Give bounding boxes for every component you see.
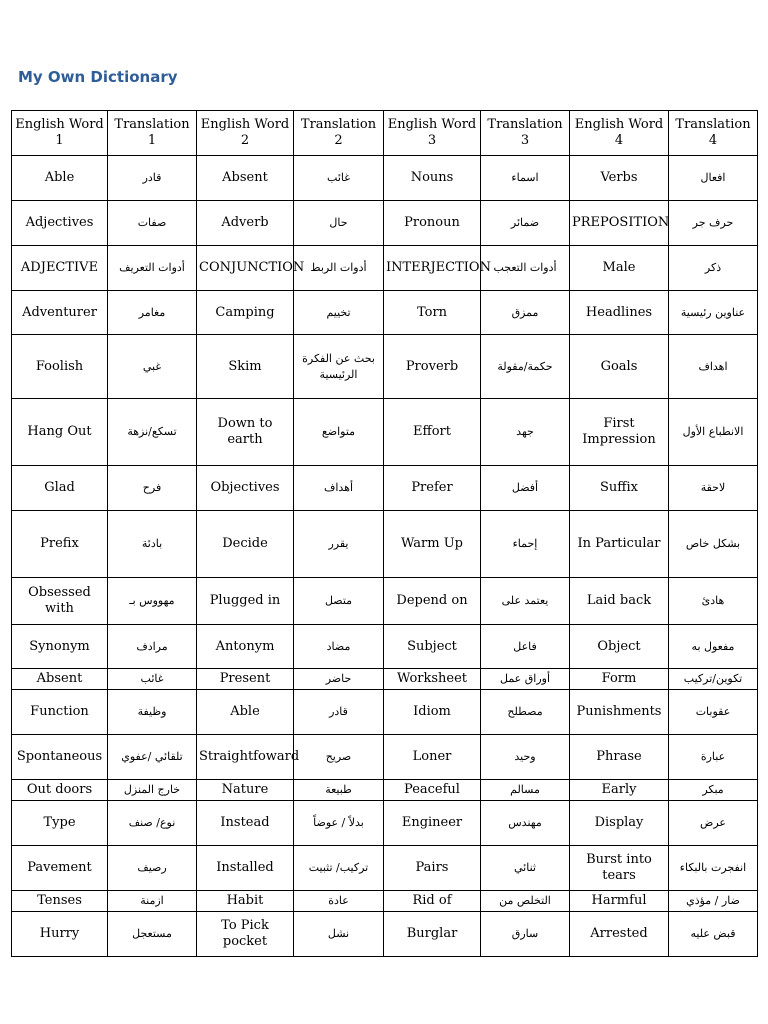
- translation-cell: افعال: [669, 156, 758, 201]
- translation-cell: متواضع: [294, 399, 384, 466]
- page-title: My Own Dictionary: [18, 68, 178, 86]
- translation-cell: أوراق عمل: [481, 669, 570, 690]
- table-row: [12, 201, 758, 246]
- translation-cell: حال: [294, 201, 384, 246]
- english-word-cell: Effort: [384, 399, 481, 466]
- english-word-cell: Objectives: [197, 466, 294, 511]
- translation-cell: قادر: [294, 690, 384, 735]
- table-row: [12, 735, 758, 780]
- translation-cell: إحماء: [481, 511, 570, 578]
- table-row: [12, 846, 758, 891]
- translation-cell: ممزق: [481, 291, 570, 335]
- translation-cell: تخييم: [294, 291, 384, 335]
- translation-cell: مستعجل: [108, 912, 197, 957]
- table-row: [12, 399, 758, 466]
- header-english-word-2: English Word 2: [197, 111, 294, 156]
- table-row: [12, 466, 758, 511]
- translation-cell: ازمنة: [108, 891, 197, 912]
- translation-cell: بادئة: [108, 511, 197, 578]
- translation-cell: لاحقة: [669, 466, 758, 511]
- header-translation-3: Translation 3: [481, 111, 570, 156]
- translation-cell: غائب: [294, 156, 384, 201]
- translation-cell: تلقائي /عفوي: [108, 735, 197, 780]
- table-row: [12, 335, 758, 399]
- translation-cell: خارج المنزل: [108, 780, 197, 801]
- english-word-cell: Depend on: [384, 578, 481, 625]
- translation-cell: قبض عليه: [669, 912, 758, 957]
- english-word-cell: Decide: [197, 511, 294, 578]
- english-word-cell: Habit: [197, 891, 294, 912]
- english-word-cell: Loner: [384, 735, 481, 780]
- translation-cell: ذكر: [669, 246, 758, 291]
- translation-cell: وظيفة: [108, 690, 197, 735]
- english-word-cell: Adventurer: [12, 291, 108, 335]
- translation-cell: مضاد: [294, 625, 384, 669]
- english-word-cell: Phrase: [570, 735, 669, 780]
- english-word-cell: Rid of: [384, 891, 481, 912]
- header-english-word-1: English Word 1: [12, 111, 108, 156]
- translation-cell: أدوات التعريف: [108, 246, 197, 291]
- translation-cell: حاضر: [294, 669, 384, 690]
- english-word-cell: Present: [197, 669, 294, 690]
- translation-cell: صريح: [294, 735, 384, 780]
- english-word-cell: Harmful: [570, 891, 669, 912]
- english-word-cell: Instead: [197, 801, 294, 846]
- english-word-cell: Form: [570, 669, 669, 690]
- english-word-cell: Glad: [12, 466, 108, 511]
- english-word-cell: Type: [12, 801, 108, 846]
- header-row: [12, 111, 758, 156]
- english-word-cell: Skim: [197, 335, 294, 399]
- translation-cell: غائب: [108, 669, 197, 690]
- english-word-cell: Headlines: [570, 291, 669, 335]
- english-word-cell: Laid back: [570, 578, 669, 625]
- table-row: [12, 511, 758, 578]
- english-word-cell: Warm Up: [384, 511, 481, 578]
- english-word-cell: Engineer: [384, 801, 481, 846]
- english-word-cell: Verbs: [570, 156, 669, 201]
- translation-cell: غبي: [108, 335, 197, 399]
- english-word-cell: First Impression: [570, 399, 669, 466]
- translation-cell: أفضل: [481, 466, 570, 511]
- english-word-cell: Pavement: [12, 846, 108, 891]
- english-word-cell: Down to earth: [197, 399, 294, 466]
- table-row: [12, 578, 758, 625]
- translation-cell: تكوين/تركيب: [669, 669, 758, 690]
- english-word-cell: Antonym: [197, 625, 294, 669]
- table-row: [12, 780, 758, 801]
- english-word-cell: Straightfoward: [197, 735, 294, 780]
- translation-cell: مصطلح: [481, 690, 570, 735]
- translation-cell: متصل: [294, 578, 384, 625]
- english-word-cell: ADJECTIVE: [12, 246, 108, 291]
- translation-cell: يعتمد على: [481, 578, 570, 625]
- header-translation-2: Translation 2: [294, 111, 384, 156]
- english-word-cell: Adverb: [197, 201, 294, 246]
- translation-cell: أدوات التعجب: [481, 246, 570, 291]
- translation-cell: عناوين رئيسية: [669, 291, 758, 335]
- translation-cell: ضار / مؤذي: [669, 891, 758, 912]
- english-word-cell: Suffix: [570, 466, 669, 511]
- translation-cell: عادة: [294, 891, 384, 912]
- english-word-cell: Burglar: [384, 912, 481, 957]
- english-word-cell: Out doors: [12, 780, 108, 801]
- english-word-cell: Prefer: [384, 466, 481, 511]
- translation-cell: نوع/ صنف: [108, 801, 197, 846]
- english-word-cell: Able: [12, 156, 108, 201]
- translation-cell: مفعول به: [669, 625, 758, 669]
- english-word-cell: Able: [197, 690, 294, 735]
- translation-cell: جهد: [481, 399, 570, 466]
- english-word-cell: To Pick pocket: [197, 912, 294, 957]
- english-word-cell: Prefix: [12, 511, 108, 578]
- english-word-cell: Plugged in: [197, 578, 294, 625]
- table-row: [12, 801, 758, 846]
- english-word-cell: Obsessed with: [12, 578, 108, 625]
- translation-cell: رصيف: [108, 846, 197, 891]
- english-word-cell: Adjectives: [12, 201, 108, 246]
- english-word-cell: Nature: [197, 780, 294, 801]
- translation-cell: مهووس بـ: [108, 578, 197, 625]
- translation-cell: ثنائي: [481, 846, 570, 891]
- translation-cell: هادئ: [669, 578, 758, 625]
- translation-cell: بحث عن الفكرة الرئيسية: [294, 335, 384, 399]
- translation-cell: وحيد: [481, 735, 570, 780]
- table-row: [12, 625, 758, 669]
- table-row: [12, 669, 758, 690]
- english-word-cell: Proverb: [384, 335, 481, 399]
- english-word-cell: Foolish: [12, 335, 108, 399]
- dictionary-body: [12, 156, 758, 957]
- translation-cell: الانطباع الأول: [669, 399, 758, 466]
- translation-cell: التخلص من: [481, 891, 570, 912]
- english-word-cell: Hang Out: [12, 399, 108, 466]
- translation-cell: أهداف: [294, 466, 384, 511]
- translation-cell: عرض: [669, 801, 758, 846]
- translation-cell: تركيب/ تثبيت: [294, 846, 384, 891]
- english-word-cell: Subject: [384, 625, 481, 669]
- translation-cell: صفات: [108, 201, 197, 246]
- translation-cell: بدلاً / عوضاً: [294, 801, 384, 846]
- header-english-word-4: English Word 4: [570, 111, 669, 156]
- translation-cell: مرادف: [108, 625, 197, 669]
- translation-cell: حكمة/مقولة: [481, 335, 570, 399]
- english-word-cell: Goals: [570, 335, 669, 399]
- table-row: [12, 291, 758, 335]
- english-word-cell: Hurry: [12, 912, 108, 957]
- translation-cell: انفجرت بالبكاء: [669, 846, 758, 891]
- english-word-cell: In Particular: [570, 511, 669, 578]
- english-word-cell: Object: [570, 625, 669, 669]
- table-row: [12, 912, 758, 957]
- english-word-cell: Torn: [384, 291, 481, 335]
- translation-cell: عبارة: [669, 735, 758, 780]
- english-word-cell: Installed: [197, 846, 294, 891]
- table-row: [12, 156, 758, 201]
- english-word-cell: Absent: [12, 669, 108, 690]
- translation-cell: مسالم: [481, 780, 570, 801]
- translation-cell: قادر: [108, 156, 197, 201]
- english-word-cell: Pairs: [384, 846, 481, 891]
- table-row: [12, 891, 758, 912]
- translation-cell: نشل: [294, 912, 384, 957]
- english-word-cell: Nouns: [384, 156, 481, 201]
- header-translation-1: Translation 1: [108, 111, 197, 156]
- english-word-cell: Male: [570, 246, 669, 291]
- translation-cell: ضمائر: [481, 201, 570, 246]
- english-word-cell: Tenses: [12, 891, 108, 912]
- english-word-cell: Camping: [197, 291, 294, 335]
- english-word-cell: Arrested: [570, 912, 669, 957]
- translation-cell: تسكع/نزهة: [108, 399, 197, 466]
- translation-cell: مبكر: [669, 780, 758, 801]
- translation-cell: سارق: [481, 912, 570, 957]
- dictionary-table: [11, 110, 758, 957]
- english-word-cell: Peaceful: [384, 780, 481, 801]
- header-english-word-3: English Word 3: [384, 111, 481, 156]
- english-word-cell: Burst into tears: [570, 846, 669, 891]
- table-row: [12, 690, 758, 735]
- english-word-cell: Spontaneous: [12, 735, 108, 780]
- english-word-cell: INTERJECTION: [384, 246, 481, 291]
- english-word-cell: Worksheet: [384, 669, 481, 690]
- english-word-cell: Pronoun: [384, 201, 481, 246]
- translation-cell: اسماء: [481, 156, 570, 201]
- translation-cell: فاعل: [481, 625, 570, 669]
- english-word-cell: Absent: [197, 156, 294, 201]
- english-word-cell: Function: [12, 690, 108, 735]
- translation-cell: فرح: [108, 466, 197, 511]
- english-word-cell: Early: [570, 780, 669, 801]
- english-word-cell: Synonym: [12, 625, 108, 669]
- table-row: [12, 246, 758, 291]
- translation-cell: مهندس: [481, 801, 570, 846]
- translation-cell: بشكل خاص: [669, 511, 758, 578]
- translation-cell: اهداف: [669, 335, 758, 399]
- translation-cell: عقوبات: [669, 690, 758, 735]
- translation-cell: طبيعة: [294, 780, 384, 801]
- header-translation-4: Translation 4: [669, 111, 758, 156]
- english-word-cell: PREPOSITION: [570, 201, 669, 246]
- translation-cell: يقرر: [294, 511, 384, 578]
- english-word-cell: CONJUNCTION: [197, 246, 294, 291]
- english-word-cell: Punishments: [570, 690, 669, 735]
- translation-cell: حرف جر: [669, 201, 758, 246]
- english-word-cell: Display: [570, 801, 669, 846]
- english-word-cell: Idiom: [384, 690, 481, 735]
- translation-cell: أدوات الربط: [294, 246, 384, 291]
- translation-cell: مغامر: [108, 291, 197, 335]
